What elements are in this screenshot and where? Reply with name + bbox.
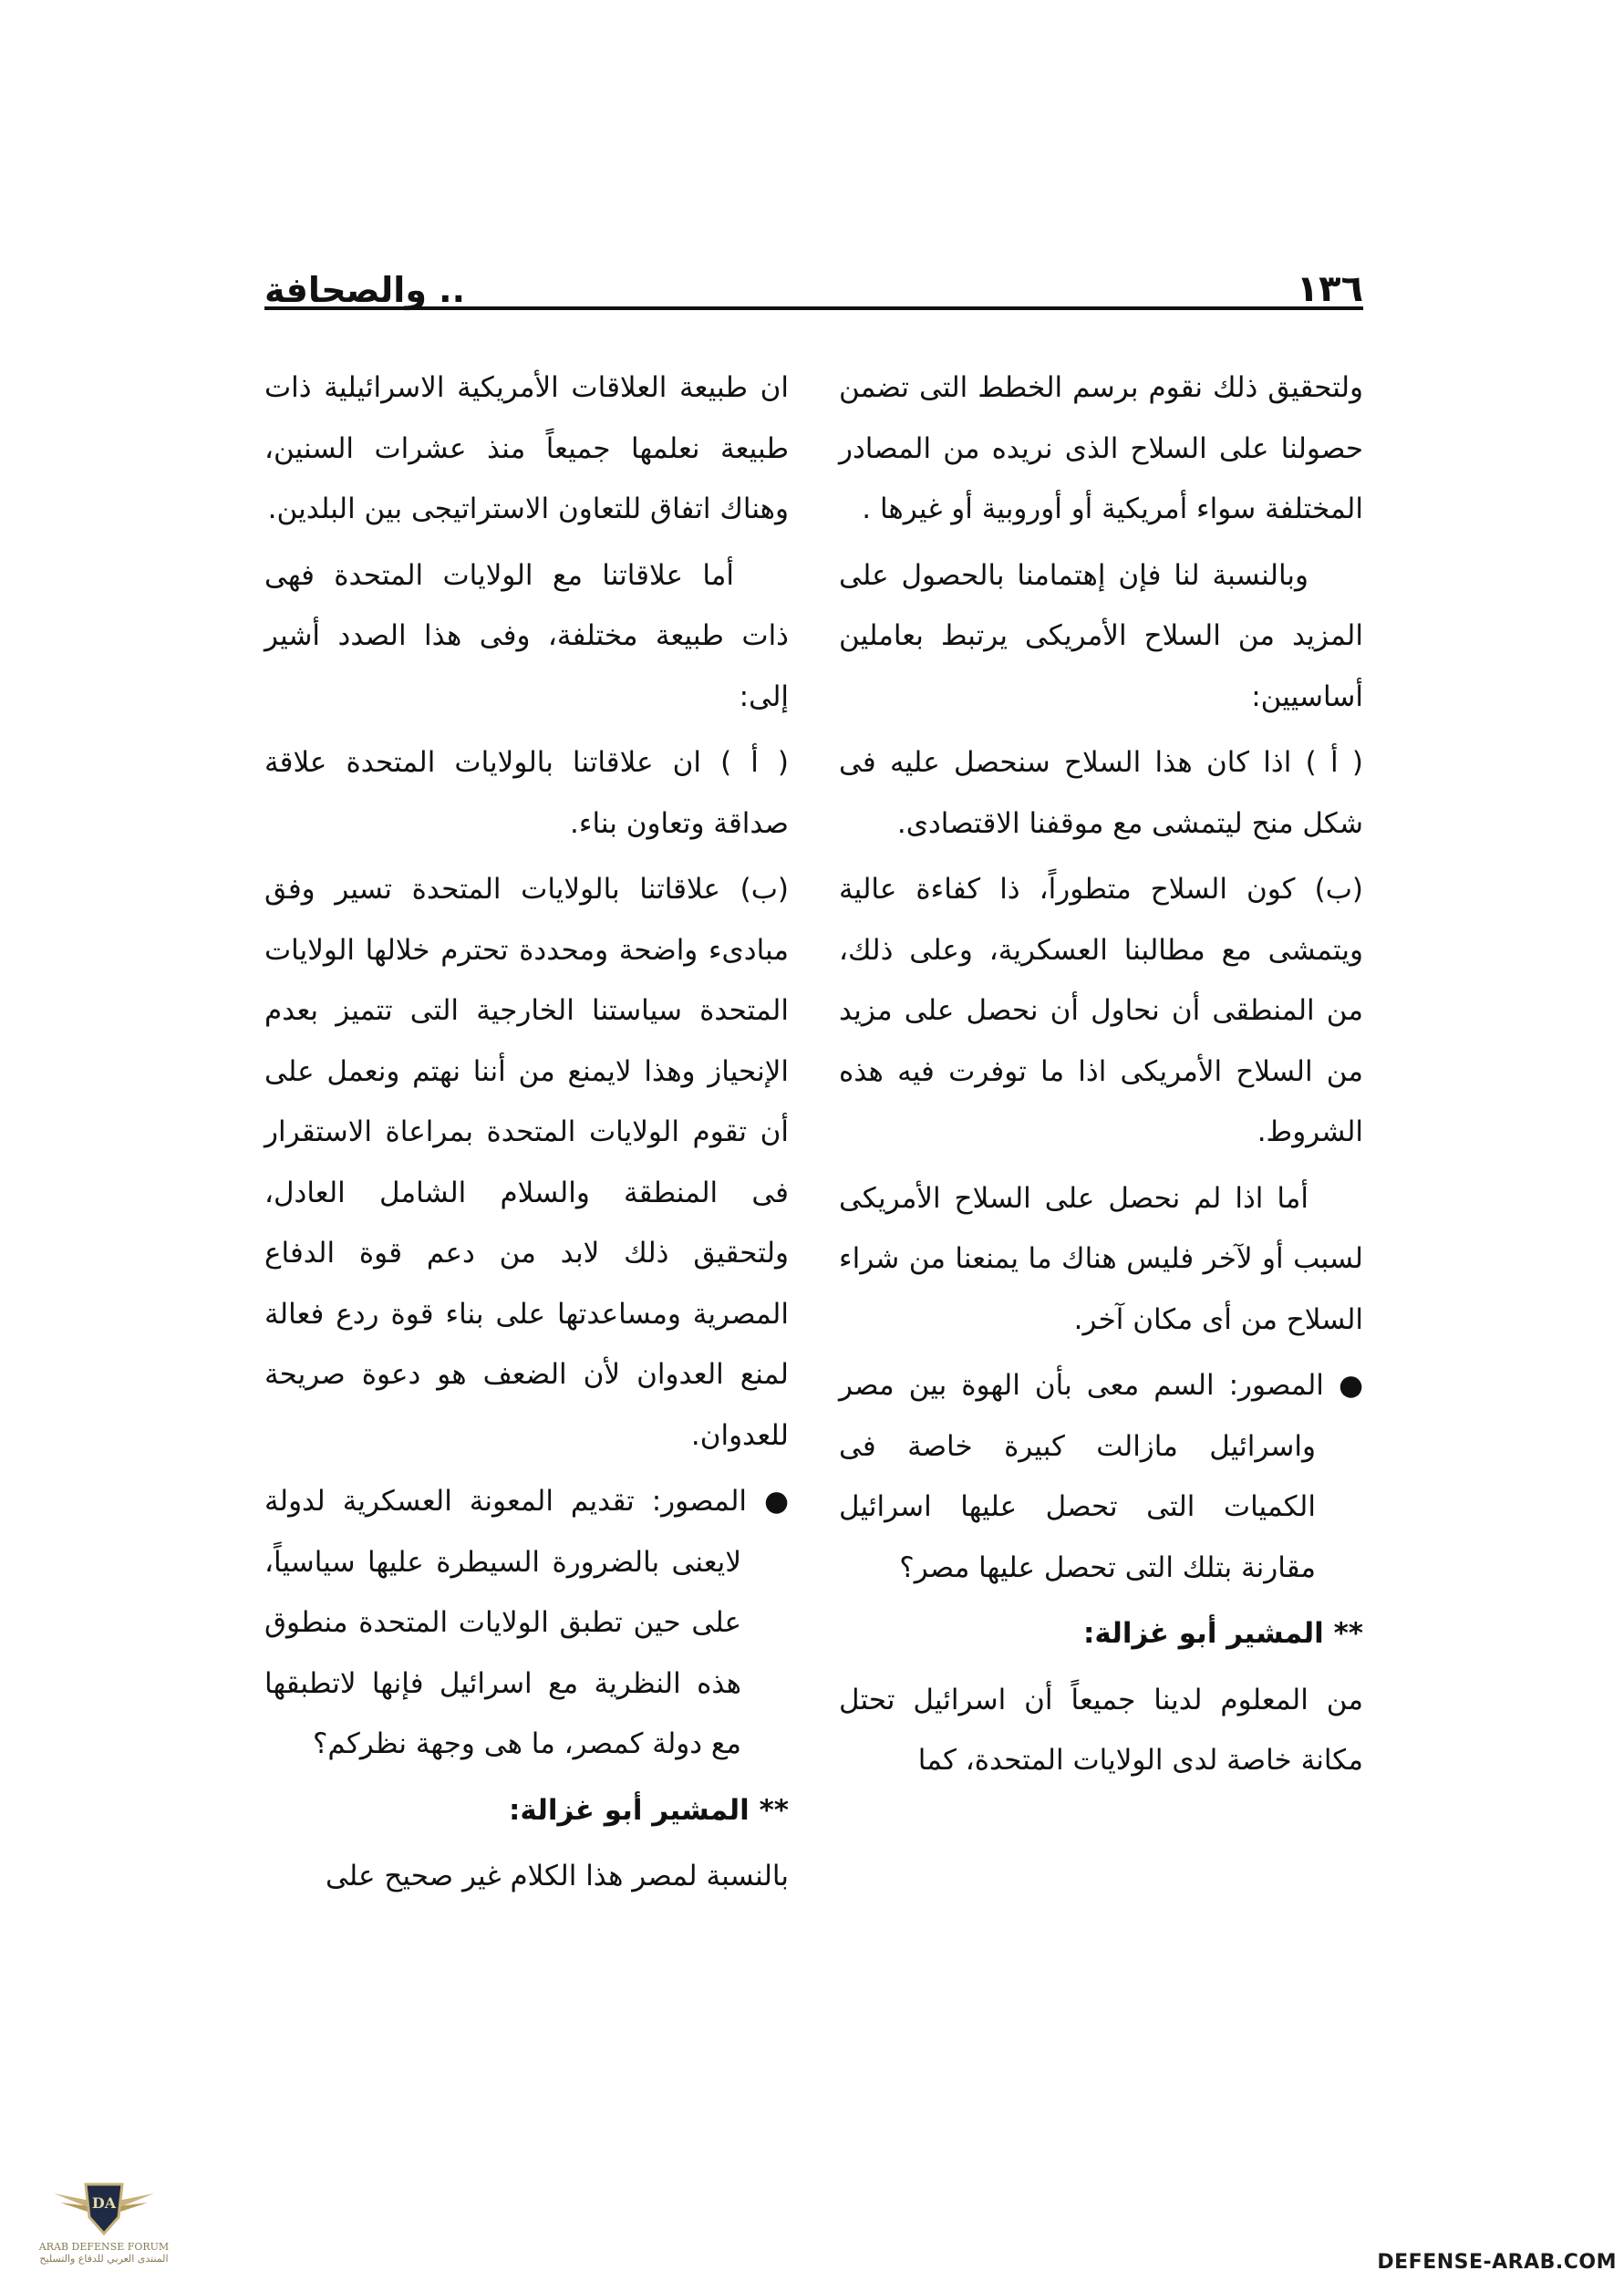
page-number: ١٣٦ <box>1296 268 1363 310</box>
logo-name: ARAB DEFENSE FORUM <box>38 2241 170 2253</box>
paragraph: بالنسبة لمصر هذا الكلام غير صحيح على <box>325 1860 789 1892</box>
paragraph: وبالنسبة لنا فإن إهتمامنا بالحصول على المزيد من السلاح الأمريكى يرتبط بعاملين أساسيين: <box>839 558 1363 713</box>
forum-logo <box>13 2175 195 2281</box>
logo-initials: DA <box>91 2194 117 2212</box>
left-column <box>264 358 789 1913</box>
logo-arabic: المنتدى العربي للدفاع والتسليح <box>39 2253 169 2265</box>
list-item-b: (ب) علاقاتنا بالولايات المتحدة تسير وفق مبادىء واضحة ومحددة تحترم خلالها الولايات المتحدة سياستنا الخارجية التى تتميز بعدم الإنحياز وهذا لايمنع من أننا نهتم ونعمل على أن تقوم الولايات المتحدة بمراعاة الاستقرار فى المنطقة والسلام الشامل العادل، ولتحقيق ذلك لابد من دعم قوة الدفاع المصرية ومساعدتها على بناء قوة ردع فعالة لمنع العدوان لأن الضعف هو دعوة صريحة للعدوان. <box>264 873 789 1452</box>
site-watermark: DEFENSE-ARAB.COM <box>1377 2251 1617 2274</box>
interviewer-question: ● المصور: السم معى بأن الهوة بين مصر واسرائيل مازالت كبيرة خاصة فى الكميات التى تحصل عليها اسرائيل مقارنة بتلك التى تحصل عليها مصر؟ <box>839 1369 1363 1584</box>
paragraph: أما علاقاتنا مع الولايات المتحدة فهى ذات طبيعة مختلفة، وفى هذا الصدد أشير إلى: <box>264 558 789 713</box>
interviewer-question: ● المصور: تقديم المعونة العسكرية لدولة لايعنى بالضرورة السيطرة عليها سياسياً، على حين تطبق الولايات المتحدة منطوق هذه النظرية مع اسرائيل فإنها لاتطبقها مع دولة كمصر، ما هى وجهة نظركم؟ <box>264 1485 789 1760</box>
paragraph: ولتحقيق ذلك نقوم برسم الخطط التى تضمن حصولنا على السلاح الذى نريده من المصادر المختلفة سواء أمريكية أو أوروبية أو غيرها . <box>839 371 1363 525</box>
list-item-a: ( أ ) اذا كان هذا السلاح سنحصل عليه فى شكل منح ليتمشى مع موقفنا الاقتصادى. <box>839 746 1363 840</box>
running-title: .. والصحافة <box>264 270 466 310</box>
right-column <box>839 358 1363 1797</box>
speaker-label: ** المشير أبو غزالة: <box>1083 1617 1363 1650</box>
header-rule <box>264 306 1363 310</box>
paragraph: أما اذا لم نحصل على السلاح الأمريكى لسبب أو لآخر فليس هناك ما يمنعنا من شراء السلاح من أى مكان آخر. <box>839 1181 1363 1336</box>
eagle-shield-icon <box>49 2175 159 2241</box>
page-header <box>264 246 1363 310</box>
list-item-b: (ب) كون السلاح متطوراً، ذا كفاءة عالية ويتمشى مع مطالبنا العسكرية، وعلى ذلك، من المنطقى أن نحاول أن نحصل على مزيد من السلاح الأمريكى اذا ما توفرت فيه هذه الشروط. <box>839 873 1363 1148</box>
speaker-label: ** المشير أبو غزالة: <box>509 1793 789 1827</box>
paragraph: من المعلوم لدينا جميعاً أن اسرائيل تحتل مكانة خاصة لدى الولايات المتحدة، كما <box>839 1683 1363 1777</box>
list-item-a: ( أ ) ان علاقاتنا بالولايات المتحدة علاقة صداقة وتعاون بناء. <box>264 746 789 840</box>
paragraph: ان طبيعة العلاقات الأمريكية الاسرائيلية ذات طبيعة نعلمها جميعاً منذ عشرات السنين، وهناك اتفاق للتعاون الاستراتيجى بين البلدين. <box>264 371 789 525</box>
